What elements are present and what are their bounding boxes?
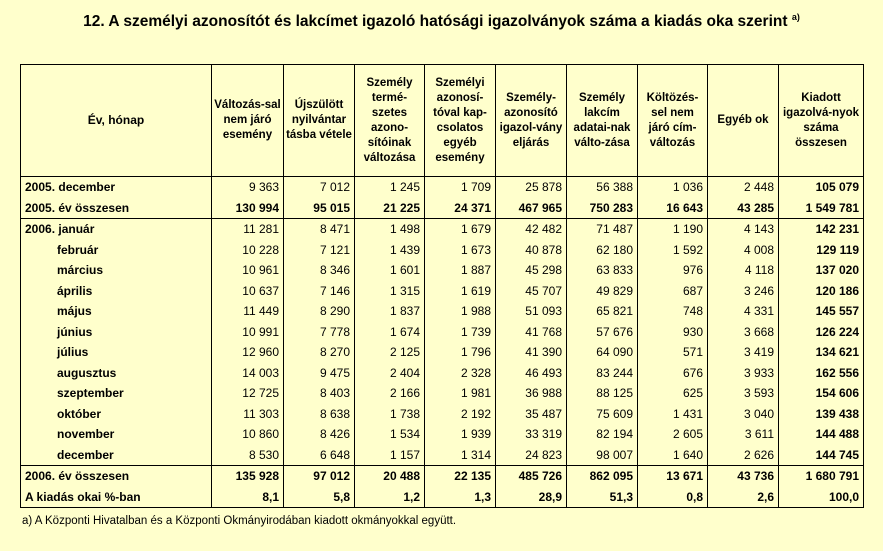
value-cell: 8 403 [284, 383, 355, 404]
value-cell: 65 821 [567, 301, 638, 322]
value-cell: 10 637 [212, 281, 284, 302]
value-cell: 129 119 [779, 240, 864, 261]
value-cell: 24 823 [496, 445, 567, 466]
value-cell: 56 388 [567, 177, 638, 198]
table-row [21, 487, 864, 508]
header-cell: Kiadott igazolvá-nyok száma összesen [779, 65, 864, 177]
value-cell: 1 674 [355, 322, 425, 343]
title-footnote-mark: a) [791, 12, 800, 22]
header-cell: Személy lakcím adatai-nak válto-zása [567, 65, 638, 177]
value-cell: 1 498 [355, 219, 425, 240]
value-cell: 1 739 [425, 322, 496, 343]
value-cell: 40 878 [496, 240, 567, 261]
value-cell: 3 593 [708, 383, 779, 404]
table-row [21, 219, 864, 240]
value-cell: 130 994 [212, 198, 284, 219]
value-cell: 862 095 [567, 466, 638, 487]
row-label: november [21, 424, 212, 445]
value-cell: 2,6 [708, 487, 779, 508]
value-cell: 51 093 [496, 301, 567, 322]
value-cell: 0,8 [638, 487, 708, 508]
footnote: a) A Központi Hivatalban és a Központi Okmányirodában kiadott okmányokkal együtt. [22, 515, 457, 527]
value-cell: 137 020 [779, 260, 864, 281]
value-cell: 135 928 [212, 466, 284, 487]
table-row [21, 404, 864, 425]
value-cell: 1,3 [425, 487, 496, 508]
value-cell: 10 991 [212, 322, 284, 343]
value-cell: 10 961 [212, 260, 284, 281]
value-cell: 1 939 [425, 424, 496, 445]
table-row [21, 281, 864, 302]
value-cell: 1 549 781 [779, 198, 864, 219]
value-cell: 62 180 [567, 240, 638, 261]
value-cell: 24 371 [425, 198, 496, 219]
value-cell: 1 619 [425, 281, 496, 302]
value-cell: 2 605 [638, 424, 708, 445]
value-cell: 7 012 [284, 177, 355, 198]
header-row [21, 65, 864, 177]
value-cell: 7 146 [284, 281, 355, 302]
value-cell: 28,9 [496, 487, 567, 508]
value-cell: 144 488 [779, 424, 864, 445]
value-cell: 6 648 [284, 445, 355, 466]
header-cell: Egyéb ok [708, 65, 779, 177]
row-label: október [21, 404, 212, 425]
value-cell: 1 640 [638, 445, 708, 466]
value-cell: 126 224 [779, 322, 864, 343]
value-cell: 1 887 [425, 260, 496, 281]
value-cell: 1 190 [638, 219, 708, 240]
value-cell: 8 638 [284, 404, 355, 425]
value-cell: 1 796 [425, 342, 496, 363]
value-cell: 485 726 [496, 466, 567, 487]
table-row [21, 383, 864, 404]
value-cell: 83 244 [567, 363, 638, 384]
value-cell: 1 036 [638, 177, 708, 198]
value-cell: 3 933 [708, 363, 779, 384]
value-cell: 8 530 [212, 445, 284, 466]
value-cell: 75 609 [567, 404, 638, 425]
value-cell: 2 448 [708, 177, 779, 198]
header-cell: Személy-azonosító igazol-vány eljárás [496, 65, 567, 177]
header-cell: Újszülött nyilvántar tásba vétele [284, 65, 355, 177]
value-cell: 2 192 [425, 404, 496, 425]
value-cell: 3 419 [708, 342, 779, 363]
value-cell: 16 643 [638, 198, 708, 219]
header-cell: Változás-sal nem járó esemény [212, 65, 284, 177]
value-cell: 4 118 [708, 260, 779, 281]
value-cell: 43 285 [708, 198, 779, 219]
table-row [21, 424, 864, 445]
value-cell: 2 125 [355, 342, 425, 363]
value-cell: 144 745 [779, 445, 864, 466]
header-cell: Személy termé-szetes azono-sítóinak változása [355, 65, 425, 177]
row-label: március [21, 260, 212, 281]
value-cell: 1 709 [425, 177, 496, 198]
value-cell: 9 363 [212, 177, 284, 198]
value-cell: 49 829 [567, 281, 638, 302]
value-cell: 21 225 [355, 198, 425, 219]
value-cell: 14 003 [212, 363, 284, 384]
value-cell: 4 008 [708, 240, 779, 261]
value-cell: 687 [638, 281, 708, 302]
row-label: 2006. év összesen [21, 466, 212, 487]
value-cell: 82 194 [567, 424, 638, 445]
value-cell: 46 493 [496, 363, 567, 384]
table-row [21, 301, 864, 322]
value-cell: 1 981 [425, 383, 496, 404]
value-cell: 976 [638, 260, 708, 281]
value-cell: 5,8 [284, 487, 355, 508]
value-cell: 8 270 [284, 342, 355, 363]
value-cell: 1 431 [638, 404, 708, 425]
value-cell: 36 988 [496, 383, 567, 404]
value-cell: 134 621 [779, 342, 864, 363]
value-cell: 12 960 [212, 342, 284, 363]
value-cell: 2 404 [355, 363, 425, 384]
value-cell: 88 125 [567, 383, 638, 404]
value-cell: 139 438 [779, 404, 864, 425]
row-label: 2006. január [21, 219, 212, 240]
row-label: április [21, 281, 212, 302]
value-cell: 8 426 [284, 424, 355, 445]
value-cell: 105 079 [779, 177, 864, 198]
value-cell: 1 988 [425, 301, 496, 322]
value-cell: 1 837 [355, 301, 425, 322]
value-cell: 4 331 [708, 301, 779, 322]
table-row [21, 466, 864, 487]
value-cell: 3 668 [708, 322, 779, 343]
value-cell: 63 833 [567, 260, 638, 281]
value-cell: 97 012 [284, 466, 355, 487]
value-cell: 35 487 [496, 404, 567, 425]
value-cell: 43 736 [708, 466, 779, 487]
value-cell: 1 157 [355, 445, 425, 466]
value-cell: 71 487 [567, 219, 638, 240]
value-cell: 57 676 [567, 322, 638, 343]
table-row [21, 260, 864, 281]
value-cell: 25 878 [496, 177, 567, 198]
value-cell: 51,3 [567, 487, 638, 508]
row-label: május [21, 301, 212, 322]
value-cell: 41 768 [496, 322, 567, 343]
value-cell: 1 534 [355, 424, 425, 445]
table-row [21, 198, 864, 219]
value-cell: 20 488 [355, 466, 425, 487]
header-cell: Költözés-sel nem járó cím-változás [638, 65, 708, 177]
value-cell: 2 166 [355, 383, 425, 404]
value-cell: 145 557 [779, 301, 864, 322]
value-cell: 10 860 [212, 424, 284, 445]
value-cell: 120 186 [779, 281, 864, 302]
value-cell: 45 707 [496, 281, 567, 302]
value-cell: 1 592 [638, 240, 708, 261]
header-cell: Év, hónap [21, 65, 212, 177]
value-cell: 748 [638, 301, 708, 322]
value-cell: 1 314 [425, 445, 496, 466]
value-cell: 41 390 [496, 342, 567, 363]
table-row [21, 342, 864, 363]
value-cell: 467 965 [496, 198, 567, 219]
value-cell: 571 [638, 342, 708, 363]
row-label: július [21, 342, 212, 363]
value-cell: 676 [638, 363, 708, 384]
value-cell: 625 [638, 383, 708, 404]
row-label: június [21, 322, 212, 343]
value-cell: 154 606 [779, 383, 864, 404]
value-cell: 1 738 [355, 404, 425, 425]
value-cell: 3 246 [708, 281, 779, 302]
value-cell: 11 303 [212, 404, 284, 425]
header-cell: Személyi azonosí-tóval kap-csolatos egyéb esemény [425, 65, 496, 177]
value-cell: 98 007 [567, 445, 638, 466]
value-cell: 9 475 [284, 363, 355, 384]
value-cell: 7 121 [284, 240, 355, 261]
row-label: 2005. év összesen [21, 198, 212, 219]
value-cell: 8 471 [284, 219, 355, 240]
value-cell: 1 673 [425, 240, 496, 261]
value-cell: 1 601 [355, 260, 425, 281]
table-row [21, 177, 864, 198]
value-cell: 1 245 [355, 177, 425, 198]
value-cell: 22 135 [425, 466, 496, 487]
value-cell: 100,0 [779, 487, 864, 508]
value-cell: 930 [638, 322, 708, 343]
value-cell: 3 611 [708, 424, 779, 445]
table-title: 12. A személyi azonosítót és lakcímet igazoló hatósági igazolványok száma a kiadás oka szerint $^{a)}$ [83, 12, 800, 31]
value-cell: 11 449 [212, 301, 284, 322]
table-row [21, 322, 864, 343]
table-row [21, 240, 864, 261]
value-cell: 1 439 [355, 240, 425, 261]
value-cell: 12 725 [212, 383, 284, 404]
value-cell: 162 556 [779, 363, 864, 384]
row-label: december [21, 445, 212, 466]
value-cell: 1,2 [355, 487, 425, 508]
value-cell: 750 283 [567, 198, 638, 219]
row-label: 2005. december [21, 177, 212, 198]
value-cell: 1 680 791 [779, 466, 864, 487]
row-label: szeptember [21, 383, 212, 404]
value-cell: 3 040 [708, 404, 779, 425]
table-row [21, 445, 864, 466]
value-cell: 95 015 [284, 198, 355, 219]
value-cell: 11 281 [212, 219, 284, 240]
value-cell: 8,1 [212, 487, 284, 508]
value-cell: 4 143 [708, 219, 779, 240]
value-cell: 33 319 [496, 424, 567, 445]
value-cell: 64 090 [567, 342, 638, 363]
row-label: A kiadás okai %-ban [21, 487, 212, 508]
row-label: augusztus [21, 363, 212, 384]
value-cell: 13 671 [638, 466, 708, 487]
row-label: február [21, 240, 212, 261]
value-cell: 45 298 [496, 260, 567, 281]
value-cell: 1 315 [355, 281, 425, 302]
value-cell: 1 679 [425, 219, 496, 240]
value-cell: 8 346 [284, 260, 355, 281]
value-cell: 142 231 [779, 219, 864, 240]
value-cell: 7 778 [284, 322, 355, 343]
value-cell: 2 626 [708, 445, 779, 466]
table-row [21, 363, 864, 384]
statistics-table [20, 64, 864, 508]
value-cell: 8 290 [284, 301, 355, 322]
value-cell: 10 228 [212, 240, 284, 261]
value-cell: 2 328 [425, 363, 496, 384]
value-cell: 42 482 [496, 219, 567, 240]
